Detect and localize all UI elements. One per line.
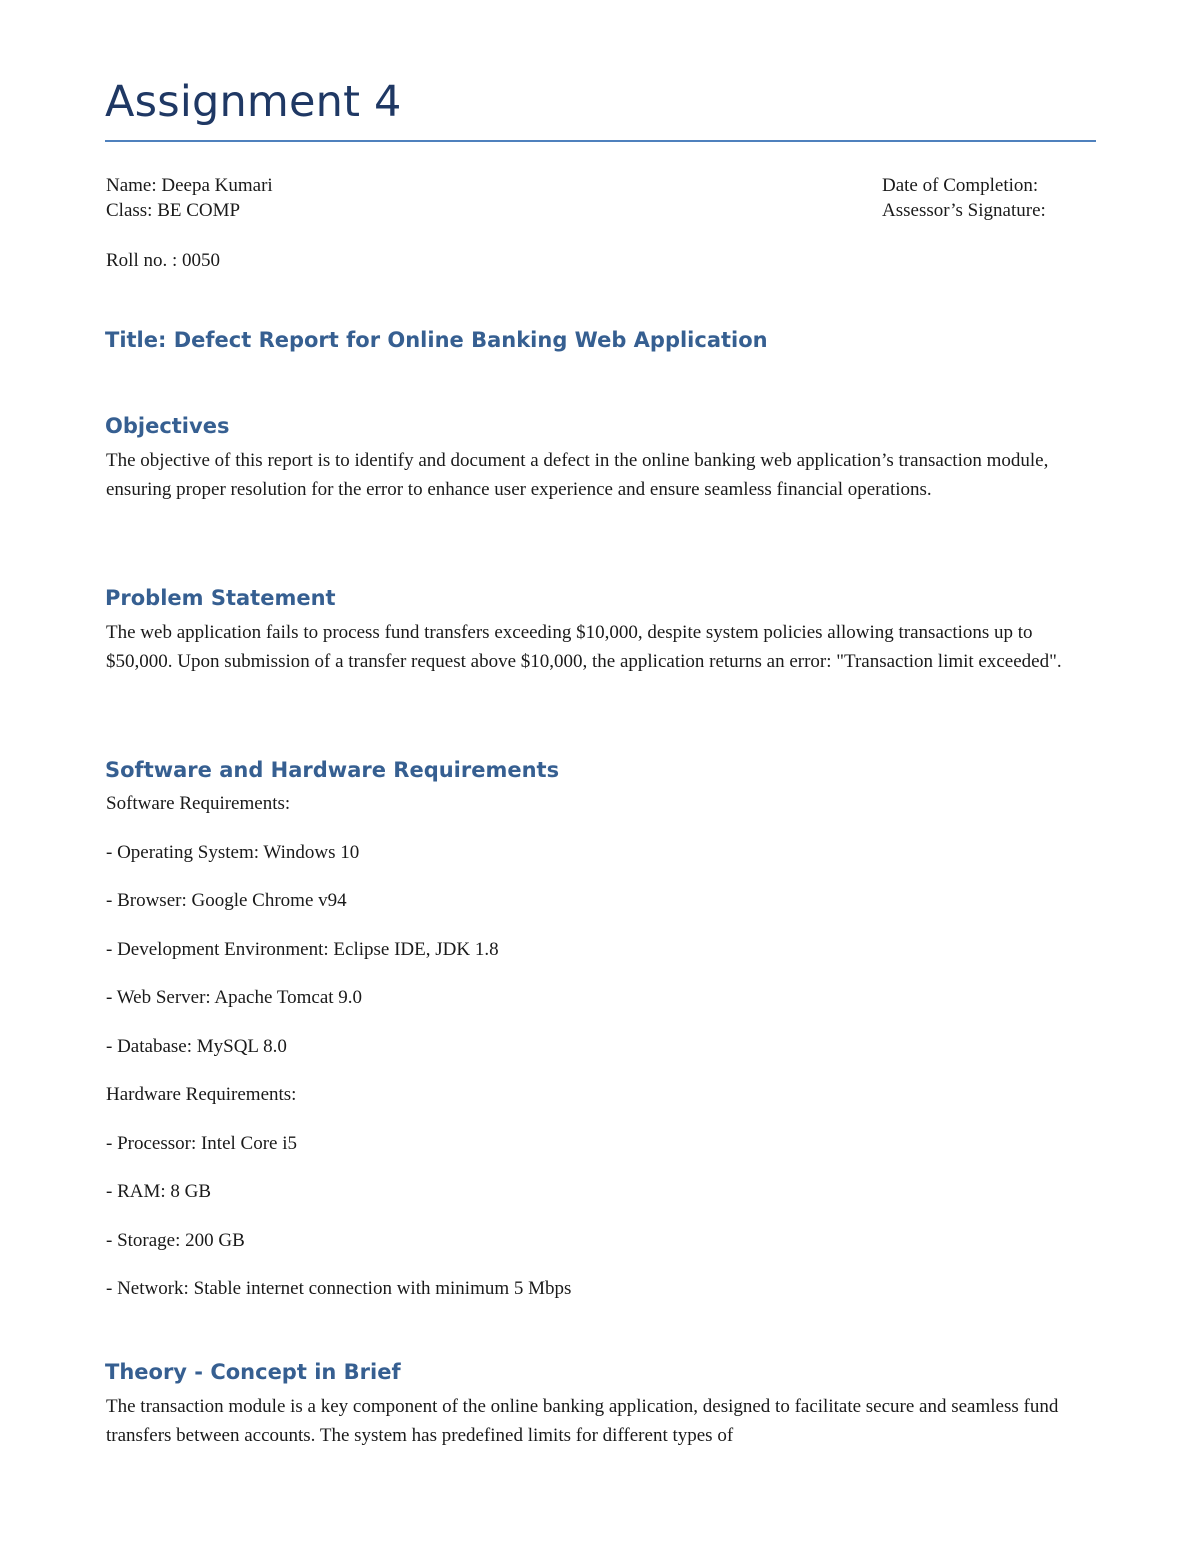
hardware-item-processor: - Processor: Intel Core i5 xyxy=(106,1132,298,1154)
hardware-requirements-label: Hardware Requirements: xyxy=(106,1084,297,1105)
software-item-dev-environment: - Development Environment: Eclipse IDE, JDK 1.8 xyxy=(106,938,499,960)
title-underline xyxy=(105,140,1096,142)
requirements-list xyxy=(106,791,1091,1325)
software-item-browser: - Browser: Google Chrome v94 xyxy=(106,890,347,911)
software-item-os: - Operating System: Windows 10 xyxy=(106,841,360,863)
student-info xyxy=(106,173,273,223)
problem-statement-heading: Problem Statement xyxy=(105,586,336,610)
student-roll-number: Roll no. : 0050 xyxy=(106,250,221,271)
hardware-item-network: - Network: Stable internet connection with minimum 5 Mbps xyxy=(106,1278,572,1299)
student-name: Name: Deepa Kumari xyxy=(106,175,273,196)
assessor-signature-label: Assessor’s Signature: xyxy=(882,200,1046,221)
hardware-item-storage: - Storage: 200 GB xyxy=(106,1229,245,1251)
requirements-heading: Software and Hardware Requirements xyxy=(105,758,560,782)
date-of-completion-label: Date of Completion: xyxy=(882,175,1039,196)
objectives-body: The objective of this report is to identify and document a defect in the online banking web application’s transaction module, ensuring proper resolution for the error to enhance user experience and ensure seamless financial operations. xyxy=(106,450,1049,500)
software-item-web-server: - Web Server: Apache Tomcat 9.0 xyxy=(106,987,363,1008)
student-class: Class: BE COMP xyxy=(106,200,241,221)
assessment-info xyxy=(882,173,1046,223)
document-title: Assignment 4 xyxy=(105,77,402,127)
problem-statement-body: The web application fails to process fund transfers exceeding $10,000, despite system policies allowing transactions up to $50,000. Upon submission of a transfer request above $10,000, the application returns an error: "Transaction limit exceeded". xyxy=(106,622,1062,672)
theory-body: The transaction module is a key component of the online banking application, designed to facilitate secure and seamless fund transfers between accounts. The system has predefined limits for different types of xyxy=(106,1396,1059,1446)
software-requirements-label: Software Requirements: xyxy=(106,793,291,814)
objectives-heading: Objectives xyxy=(105,414,230,438)
theory-heading: Theory - Concept in Brief xyxy=(105,1360,401,1384)
report-title: Title: Defect Report for Online Banking Web Application xyxy=(105,328,768,352)
software-item-database: - Database: MySQL 8.0 xyxy=(106,1035,287,1057)
hardware-item-ram: - RAM: 8 GB xyxy=(106,1181,212,1202)
